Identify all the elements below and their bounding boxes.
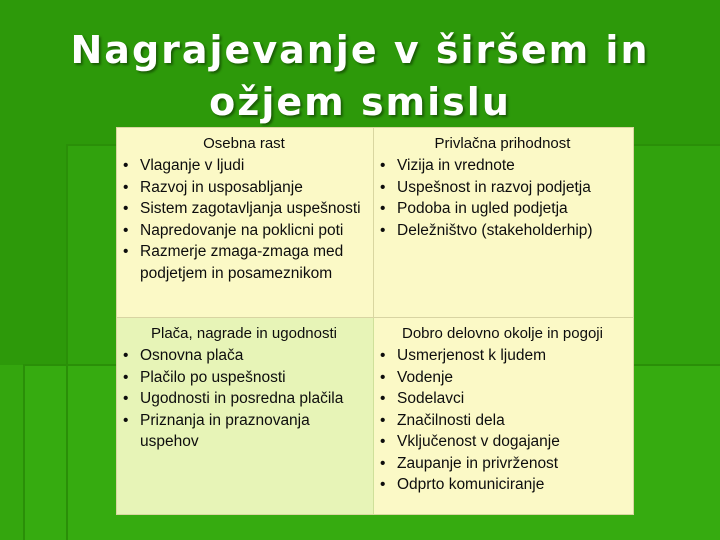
list-item: • Odprto komuniciranje: [380, 474, 625, 496]
background-line: [66, 145, 68, 540]
quadrant-placa-nagrade: [117, 318, 374, 514]
slide-title-line-1: Nagrajevanje v širšem in: [70, 28, 650, 72]
list-item: • Plačilo po uspešnosti: [123, 367, 365, 389]
list-item: • Sistem zagotavljanja uspešnosti: [123, 198, 365, 220]
list-item: • Priznanja in praznovanja uspehov: [123, 410, 365, 453]
list-item: • Razvoj in usposabljanje: [123, 177, 365, 199]
slide-title-line-2: ožjem smislu: [209, 80, 511, 124]
list-item: • Razmerje zmaga-zmaga med podjetjem in posameznikom: [123, 241, 365, 284]
quadrant-header: Osebna rast: [203, 135, 285, 152]
quadrant-list: [380, 155, 625, 241]
quadrant-header: Dobro delovno okolje in pogoji: [402, 325, 603, 342]
list-item: • Zaupanje in privrženost: [380, 453, 625, 475]
quadrant-list: [123, 345, 365, 453]
slide-title: [0, 24, 720, 128]
quadrant-delovno-okolje: [374, 318, 633, 514]
list-item: • Sodelavci: [380, 388, 625, 410]
quadrant-header: Privlačna prihodnost: [434, 135, 571, 152]
list-item: • Napredovanje na poklicni poti: [123, 220, 365, 242]
list-item: • Vključenost v dogajanje: [380, 431, 625, 453]
background-line: [23, 365, 25, 540]
quadrant-osebna-rast: [117, 128, 374, 318]
list-item: • Osnovna plača: [123, 345, 365, 367]
quadrant-privlacna-prihodnost: [374, 128, 633, 318]
list-item: • Vizija in vrednote: [380, 155, 625, 177]
quadrant-list: [123, 155, 365, 284]
list-item: • Vlaganje v ljudi: [123, 155, 365, 177]
list-item: • Značilnosti dela: [380, 410, 625, 432]
list-item: • Vodenje: [380, 367, 625, 389]
rewards-table: [116, 127, 634, 515]
quadrant-list: [380, 345, 625, 496]
list-item: • Ugodnosti in posredna plačila: [123, 388, 365, 410]
list-item: • Usmerjenost k ljudem: [380, 345, 625, 367]
quadrant-header: Plača, nagrade in ugodnosti: [151, 325, 337, 342]
list-item: • Podoba in ugled podjetja: [380, 198, 625, 220]
list-item: • Deležništvo (stakeholderhip): [380, 220, 625, 242]
list-item: • Uspešnost in razvoj podjetja: [380, 177, 625, 199]
